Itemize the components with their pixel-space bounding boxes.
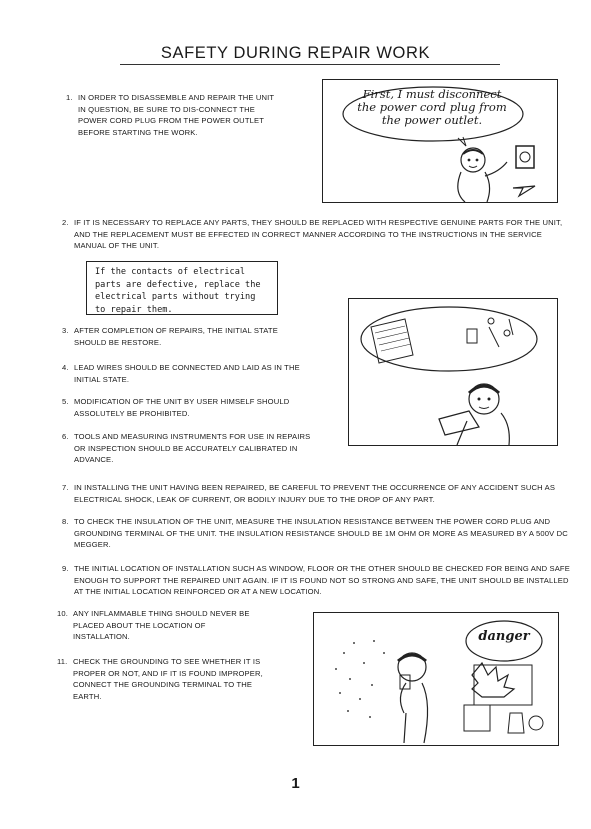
item-number: 1. bbox=[66, 93, 73, 102]
item-number: 8. bbox=[62, 517, 69, 526]
danger-illustration bbox=[313, 612, 559, 746]
item-text: TOOLS AND MEASURING INSTRUMENTS FOR USE IN REPAIRS OR INSPECTION SHOULD BE ACCURATELY CALIBRATED IN ADVANCE. bbox=[74, 432, 311, 465]
list-item bbox=[62, 482, 570, 505]
list-item bbox=[62, 325, 312, 348]
item-text: TO CHECK THE INSULATION OF THE UNIT, MEASURE THE INSULATION RESISTANCE BETWEEN THE POWER CORD PLUG AND GROUNDING TERMINAL OF THE UNIT. THE INSULATION RESISTANCE SHOULD BE 1M OHM OR MORE AS MEASURED BY A 500V DC MEGGER. bbox=[74, 517, 568, 550]
item-number: 5. bbox=[62, 397, 69, 406]
item-number: 2. bbox=[62, 218, 69, 227]
list-item bbox=[57, 608, 263, 643]
list-item bbox=[62, 563, 570, 598]
item-number: 9. bbox=[62, 564, 69, 573]
item-number: 3. bbox=[62, 326, 69, 335]
warning-note-box bbox=[86, 261, 278, 315]
item-text: CHECK THE GROUNDING TO SEE WHETHER IT IS PROPER OR NOT, AND IF IT IS FOUND IMPROPER, CONNECT THE GROUNDING TERMINAL TO THE EARTH. bbox=[73, 657, 263, 701]
item-number: 11. bbox=[57, 657, 68, 666]
item-text: IF IT IS NECESSARY TO REPLACE ANY PARTS, THEY SHOULD BE REPLACED WITH RESPECTIVE GENUINE PARTS FOR THE UNIT, AND THE REPLACEMENT MUST BE EFFECTED IN CORRECT MANNER ACCORDING TO THE INSTRUCTIONS IN THE SERVICE MANUAL OF THE UNIT. bbox=[74, 218, 563, 251]
item-number: 4. bbox=[62, 363, 69, 372]
speech-bubble-text: First, I must disconnect the power cord plug from the power outlet. bbox=[357, 87, 507, 127]
list-item bbox=[57, 656, 263, 702]
list-item bbox=[62, 516, 570, 551]
item-number: 10. bbox=[57, 609, 69, 618]
service-manual-drawing bbox=[349, 299, 558, 446]
item-text: ANY INFLAMMABLE THING SHOULD NEVER BE PLACED ABOUT THE LOCATION OF INSTALLATION. bbox=[73, 609, 250, 642]
page-title: SAFETY DURING REPAIR WORK bbox=[160, 44, 431, 62]
list-item bbox=[66, 92, 276, 138]
list-item bbox=[62, 396, 312, 419]
item-text: IN ORDER TO DISASSEMBLE AND REPAIR THE UNIT IN QUESTION, BE SURE TO DIS-CONNECT THE POWER CORD PLUG FROM THE POWER OUTLET BEFORE STARTING THE WORK. bbox=[78, 93, 275, 137]
warning-note-text: If the contacts of electrical parts are defective, replace the electrical parts without trying to repair them. bbox=[95, 267, 261, 315]
item-number: 7. bbox=[62, 483, 69, 492]
title-underline bbox=[120, 64, 500, 65]
item-text: AFTER COMPLETION OF REPAIRS, THE INITIAL STATE SHOULD BE RESTORE. bbox=[74, 326, 278, 347]
list-item bbox=[62, 362, 312, 385]
item-text: LEAD WIRES SHOULD BE CONNECTED AND LAID AS IN THE INITIAL STATE. bbox=[74, 363, 300, 384]
item-text: MODIFICATION OF THE UNIT BY USER HIMSELF SHOULD ASSOLUTELY BE PROHIBITED. bbox=[74, 397, 290, 418]
danger-label: danger bbox=[478, 629, 530, 644]
item-text: THE INITIAL LOCATION OF INSTALLATION SUCH AS WINDOW, FLOOR OR THE OTHER SHOULD BE CHECKED FOR BEING AND SAFE ENOUGH TO SUPPORT THE REPAIRED UNIT AGAIN. IF IT IS FOUND NOT SO STRONG AND SAFE, THE UNIT SHOULD BE INSTALLED AT THE INITIAL LOCATION REINFORCED OR AT A NEW LOCATION. bbox=[74, 564, 570, 597]
service-manual-illustration bbox=[348, 298, 558, 446]
item-text: IN INSTALLING THE UNIT HAVING BEEN REPAIRED, BE CAREFUL TO PREVENT THE OCCURRENCE OF ANY ACCIDENT SUCH AS ELECTRICAL SHOCK, LEAK OF CURRENT, OR BODILY INJURY DUE TO THE DROP OF ANY PART. bbox=[74, 483, 556, 504]
item-number: 6. bbox=[62, 432, 69, 441]
disconnect-plug-illustration bbox=[322, 79, 558, 203]
page-number: 1 bbox=[291, 775, 300, 792]
list-item bbox=[62, 431, 312, 466]
list-item bbox=[62, 217, 570, 252]
